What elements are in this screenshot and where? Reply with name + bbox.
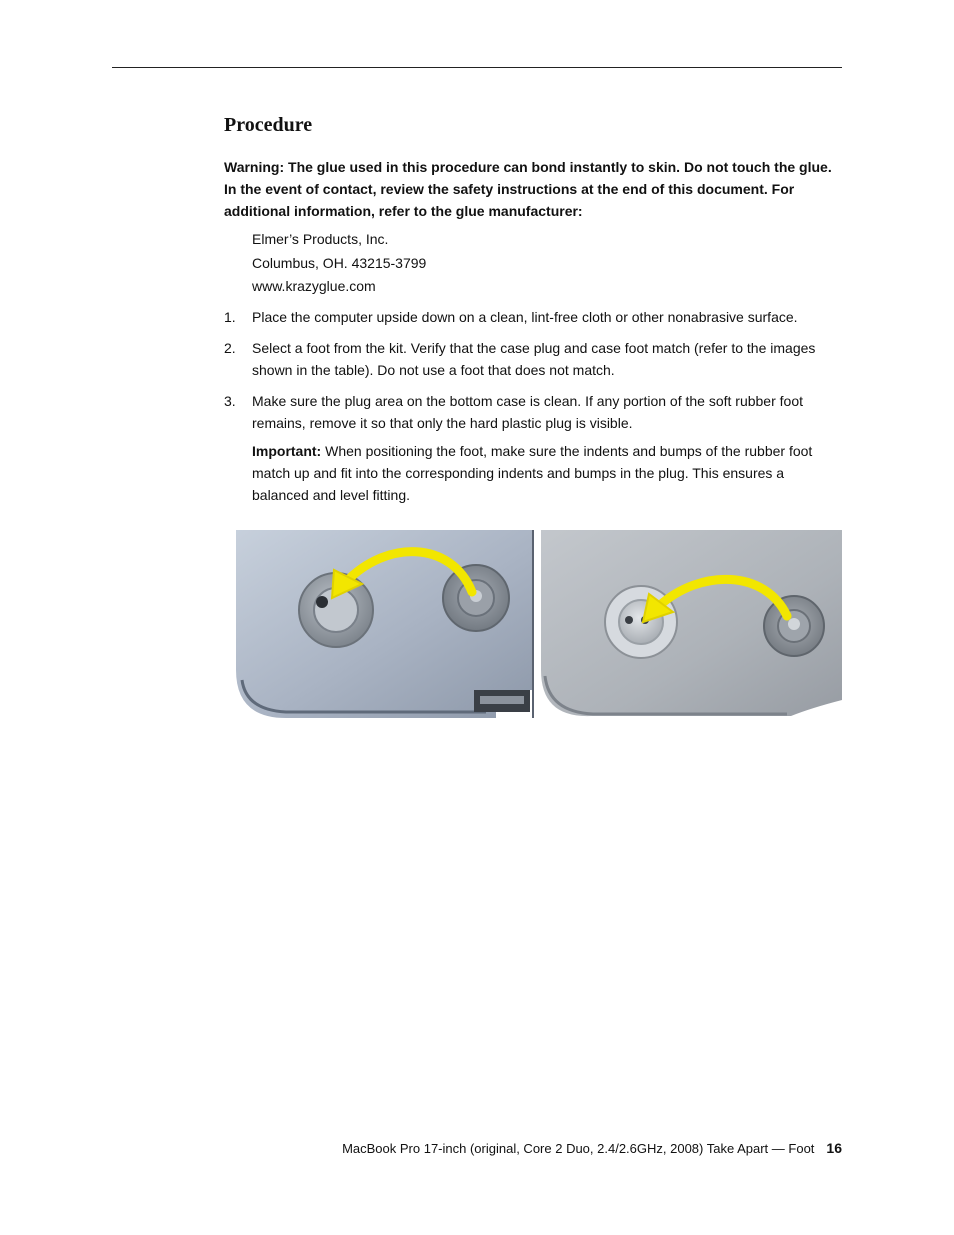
step-2: [224, 337, 842, 381]
address-city: Columbus, OH. 43215-3799: [252, 254, 427, 271]
footer-doc-title: MacBook Pro 17-inch (original, Core 2 Duo, 2.4/2.6GHz, 2008) Take Apart — Foot: [342, 1141, 815, 1156]
step-number: 1.: [224, 309, 236, 325]
page-number: 16: [826, 1140, 842, 1156]
foot-photo-right: [541, 530, 842, 718]
procedure-steps: [224, 306, 842, 506]
header-rule: [112, 67, 842, 68]
address-company: Elmer’s Products, Inc.: [252, 231, 389, 247]
step-number: 2.: [224, 340, 236, 356]
section-title: Procedure: [224, 114, 313, 136]
step-number: 3.: [224, 393, 236, 409]
important-text: When positioning the foot, make sure the indents and bumps of the rubber foot match up and fit into the corresponding indents and bumps in the plug. This ensures a balanced and level fitting.: [252, 443, 813, 503]
step-1: [224, 306, 842, 328]
step-text: Place the computer upside down on a clean, lint-free cloth or other nonabrasive surface.: [252, 309, 798, 325]
manufacturer-address: [252, 228, 426, 299]
glue-warning: Warning: The glue used in this procedure can bond instantly to skin. Do not touch the glue. In the event of contact, review the safety instructions at the end of this document. For additional information, refer to the glue manufacturer:: [224, 159, 832, 219]
foot-photo-left: [236, 530, 534, 718]
important-note: [252, 440, 842, 506]
address-website: www.krazyglue.com: [252, 278, 376, 294]
page-footer: [342, 1140, 842, 1156]
step-3: [224, 390, 842, 434]
important-label: Important:: [252, 443, 322, 459]
step-text: Make sure the plug area on the bottom case is clean. If any portion of the soft rubber foot remains, remove it so that only the hard plastic plug is visible.: [252, 393, 803, 431]
step-text: Select a foot from the kit. Verify that the case plug and case foot match (refer to the images shown in the table). Do not use a foot that does not match.: [252, 340, 816, 378]
